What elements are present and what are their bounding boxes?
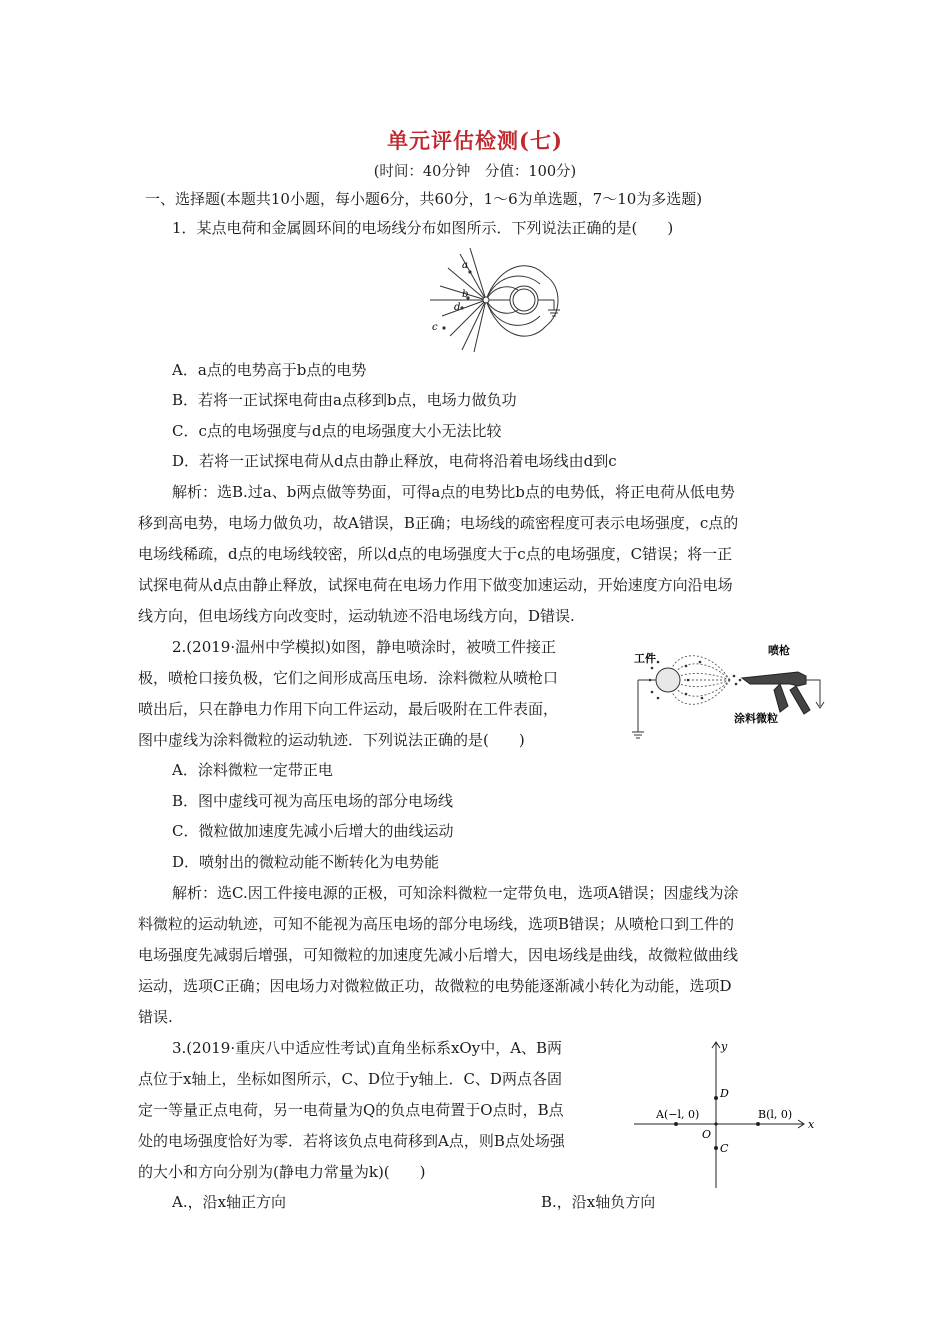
q3-stem-line: 处的电场强度恰好为零．若将该负点电荷移到A点，则B点处场强 [138, 1132, 565, 1150]
q3-stem-line: 的大小和方向分别为(静电力常量为k)( ) [138, 1163, 426, 1181]
q2-stem-line: 极，喷枪口接负极，它们之间形成高压电场．涂料微粒从喷枪口 [138, 669, 559, 687]
q1-analysis-line: 解析：选B.过a、b两点做等势面，可得a点的电势比b点的电势低，将正电荷从低电势 [172, 483, 735, 501]
label-workpiece: 工件 [634, 652, 656, 665]
q1-option-c: C．c点的电场强度与d点的电场强度大小无法比较 [172, 422, 502, 440]
q2-option-c: C．微粒做加速度先减小后增大的曲线运动 [172, 822, 454, 840]
q2-option-a: A．涂料微粒一定带正电 [172, 761, 333, 779]
label-spray-gun: 喷枪 [768, 644, 790, 657]
q1-analysis-line: 电场线稀疏，d点的电场线较密，所以d点的电场强度大于c点的电场强度，C错误；将一正 [138, 545, 733, 563]
q2-option-d: D．喷射出的微粒动能不断转化为电势能 [172, 853, 440, 871]
q1-option-b: B．若将一正试探电荷由a点移到b点，电场力做负功 [172, 391, 517, 409]
label-D: D [720, 1087, 729, 1100]
q1-analysis-line: 移到高电势，电场力做负功，故A错误，B正确；电场线的疏密程度可表示电场强度，c点的 [138, 514, 739, 532]
q3-stem-line: 点位于x轴上，坐标如图所示，C、D位于y轴上．C、D两点各固 [138, 1070, 562, 1088]
q1-option-d: D．若将一正试探电荷从d点由静止释放，电荷将沿着电场线由d到c [172, 452, 617, 470]
q2-spray-figure [630, 640, 826, 748]
q1-analysis-line: 线方向，但电场线方向改变时，运动轨迹不沿电场线方向，D错误. [138, 607, 575, 625]
q2-stem-line: 喷出后，只在静电力作用下向工件运动，最后吸附在工件表面， [138, 700, 559, 718]
label-C: C [720, 1142, 729, 1155]
q3-stem-line: 3.(2019·重庆八中适应性考试)直角坐标系xOy中，A、B两 [172, 1039, 563, 1057]
label-d: d [454, 302, 461, 313]
spray-painting-diagram [630, 640, 826, 748]
label-B: B(l, 0) [758, 1108, 793, 1121]
section-heading: 一、选择题(本题共10小题，每小题6分，共60分，1～6为单选题，7～10为多选题) [145, 190, 703, 208]
q2-stem-line: 图中虚线为涂料微粒的运动轨迹．下列说法正确的是( ) [138, 731, 525, 749]
q3-stem-line: 定一等量正点电荷，另一电荷量为Q的负点电荷置于O点时，B点 [138, 1101, 564, 1119]
q1-stem: 1．某点电荷和金属圆环间的电场线分布如图所示．下列说法正确的是( ) [172, 219, 674, 237]
q2-stem-line: 2.(2019·温州中学模拟)如图，静电喷涂时，被喷工件接正 [172, 638, 556, 656]
q1-analysis-line: 试探电荷从d点由静止释放，试探电荷在电场力作用下做变加速运动，开始速度方向沿电场 [138, 576, 733, 594]
q2-analysis-line: 电场强度先减弱后增强，可知微粒的加速度先减小后增大，因电场线是曲线，故微粒做曲线 [138, 946, 739, 964]
q1-field-line-figure [428, 246, 568, 354]
q2-analysis-line: 解析：选C.因工件接电源的正极，可知涂料微粒一定带负电，选项A错误；因虚线为涂 [172, 884, 739, 902]
page-subtitle: (时间：40分钟 分值：100分) [373, 164, 577, 180]
coordinate-system-diagram [632, 1038, 822, 1192]
label-y-axis: y [721, 1040, 728, 1053]
q2-analysis-line: 错误. [138, 1008, 173, 1026]
label-O: O [702, 1128, 712, 1141]
q3-option-a: A.，沿x轴正方向 [172, 1193, 287, 1211]
label-A: A(−l, 0) [656, 1108, 700, 1121]
q2-analysis-line: 运动，选项C正确；因电场力对微粒做正功，故微粒的电势能逐渐减小转化为动能，选项D [138, 977, 732, 995]
label-x-axis: x [808, 1118, 815, 1131]
q2-analysis-line: 料微粒的运动轨迹，可知不能视为高压电场的部分电场线，选项B错误；从喷枪口到工件的 [138, 915, 735, 933]
q3-option-b: B.，沿x轴负方向 [541, 1193, 656, 1211]
label-c: c [432, 322, 438, 333]
label-a: a [462, 260, 468, 271]
field-line-diagram [428, 246, 568, 354]
q3-coordinate-figure [632, 1038, 822, 1192]
page-title: 单元评估检测(七) [387, 128, 563, 153]
q1-option-a: A．a点的电势高于b点的电势 [172, 361, 367, 379]
q2-option-b: B．图中虚线可视为高压电场的部分电场线 [172, 792, 454, 810]
label-b: b [462, 289, 469, 300]
label-particles: 涂料微粒 [734, 712, 778, 725]
